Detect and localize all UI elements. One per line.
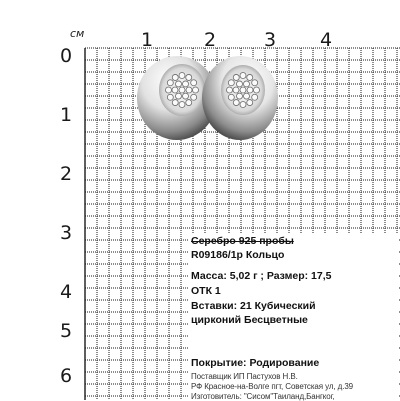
zirconia-stone [233, 100, 239, 106]
zirconia-stone [233, 74, 239, 80]
supplier-line-1: Поставщик ИП Пастухов Н.В. [191, 372, 298, 381]
zirconia-stone [167, 80, 173, 86]
product-info-label [188, 233, 398, 400]
zirconia-stone [244, 93, 250, 99]
material-line: Серебро 925 пробы [191, 235, 294, 247]
zirconia-stone [193, 87, 199, 93]
ring-photo [135, 50, 285, 150]
left-number-3: 3 [60, 222, 73, 244]
zirconia-stone [176, 93, 182, 99]
zirconia-stone [247, 100, 253, 106]
zirconia-stone [167, 94, 173, 100]
zirconia-stone [227, 87, 233, 93]
zirconia-stone [247, 74, 253, 80]
zirconia-stone [186, 74, 192, 80]
zirconia-stone [166, 87, 172, 93]
top-number-2: 2 [204, 29, 217, 51]
zirconia-stone [186, 87, 192, 93]
zirconia-stone [172, 74, 178, 80]
coating-line: Покрытие: Родирование [191, 357, 320, 369]
zirconia-stone [186, 100, 192, 106]
left-number-2: 2 [60, 163, 73, 185]
left-number-1: 1 [60, 104, 73, 126]
zirconia-stone [252, 80, 258, 86]
inserts-line-1: Вставки: 21 Кубический [191, 300, 316, 312]
supplier-line-3: Изготовитель: "Сисом"Таиланд,Бангког, [191, 392, 335, 401]
zirconia-stone [179, 87, 185, 93]
zirconia-stone [172, 87, 178, 93]
zirconia-stone [176, 81, 182, 87]
article-line: R09186/1р Кольцо [191, 249, 285, 261]
zirconia-stone [240, 87, 246, 93]
zirconia-stone [240, 102, 246, 108]
top-number-1: 1 [141, 29, 154, 51]
zirconia-stone [237, 93, 243, 99]
zirconia-stone [191, 80, 197, 86]
zirconia-stone [172, 100, 178, 106]
supplier-line-2: РФ Красное-на-Волге пгт, Советская ул, д.39 [191, 382, 354, 391]
left-number-5: 5 [60, 320, 73, 342]
zirconia-stone [240, 73, 246, 79]
zirconia-stone [228, 94, 234, 100]
zirconia-stone [191, 94, 197, 100]
zirconia-stone [228, 80, 234, 86]
unit-label: см [70, 27, 85, 40]
inserts-line-2: цирконий Бесцветные [191, 314, 308, 326]
left-number-4: 4 [60, 281, 73, 303]
otk-line: ОТК 1 [191, 285, 221, 297]
mass-size-line: Масса: 5,02 г ; Размер: 17,5 [191, 270, 332, 282]
zirconia-stone [233, 87, 239, 93]
zirconia-stone [183, 81, 189, 87]
zirconia-stone [179, 73, 185, 79]
zirconia-stone [179, 102, 185, 108]
zirconia-stone [244, 81, 250, 87]
zirconia-stone [237, 81, 243, 87]
zirconia-stone [254, 87, 260, 93]
left-number-6: 6 [60, 365, 73, 387]
zirconia-stone [247, 87, 253, 93]
zirconia-stone [252, 94, 258, 100]
top-number-3: 3 [264, 29, 277, 51]
top-number-4: 4 [320, 29, 333, 51]
zirconia-stone [183, 93, 189, 99]
left-number-0: 0 [60, 45, 73, 67]
